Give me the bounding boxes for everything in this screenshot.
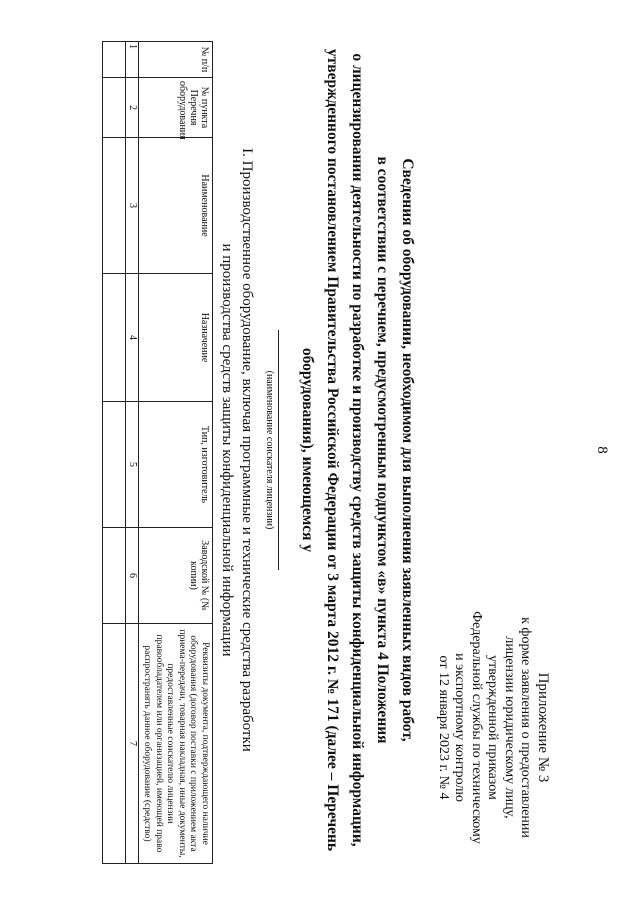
- column-number-cell: 3: [126, 138, 139, 274]
- table-cell: [103, 138, 126, 274]
- column-number-cell: 2: [126, 78, 139, 138]
- section-title: [217, 65, 257, 835]
- column-number-cell: 5: [126, 402, 139, 528]
- appendix-line: к форме заявления о предоставлении: [518, 617, 534, 838]
- landscape-content: [25, 25, 615, 875]
- column-number-cell: 1: [126, 42, 139, 78]
- heading-line: утвержденного постановлением Правительства Российской Федерации от 3 марта 2012 г. № 171 (далее – Перечень: [324, 48, 341, 852]
- heading-line: оборудования), имеющемся у: [299, 347, 316, 553]
- header-cell: № пункта Перечня оборудования: [139, 78, 213, 138]
- table-header-row: [139, 42, 213, 864]
- page-number: 8: [594, 446, 610, 454]
- column-number-cell: 6: [126, 528, 139, 624]
- column-number-row: [126, 42, 139, 864]
- section-title-line: I. Производственное оборудование, включая программные и технические средства разработки: [239, 148, 255, 752]
- table-cell: [103, 78, 126, 138]
- heading-line: о лицензировании деятельности по разработке и производству средств защиты конфиденциальной информации,: [349, 53, 366, 847]
- table-cell: [103, 402, 126, 528]
- heading-line: Сведения об оборудовании, необходимом для выполнения заявленных видов работ,: [399, 158, 416, 742]
- appendix-line: и экспортному контролю: [452, 653, 468, 802]
- header-cell: Назначение: [139, 274, 213, 402]
- equipment-table: [102, 41, 213, 864]
- appendix-line: Федеральной службы по техническому: [469, 611, 484, 844]
- appendix-title: Приложение № 3: [535, 672, 551, 783]
- appendix-line: утвержденной приказом: [485, 655, 501, 800]
- header-cell: Реквизиты документа, подтверждающего наличие оборудования (договор поставки с приложением акта приема-передачи, товарная накладная, иные документы, предоставленные соискателю лицензии правообладателем или организацией, имеющей право распространять данное оборудование (средство): [139, 624, 213, 864]
- appendix-line: от 12 января 2023 г. № 4: [436, 655, 451, 800]
- table-cell: [103, 624, 126, 864]
- header-cell: № п/п: [139, 42, 213, 78]
- document-heading: [295, 45, 420, 855]
- table-cell: [103, 42, 126, 78]
- header-cell: Тип, изготовитель: [139, 402, 213, 528]
- header-cell: Заводской № (№ копии): [139, 528, 213, 624]
- section-title-line: и производства средств защиты конфиденциальной информации: [219, 243, 235, 657]
- appendix-line: лицензии юридическому лицу,: [502, 636, 517, 819]
- column-number-cell: 7: [126, 624, 139, 864]
- appendix-block: [435, 585, 552, 870]
- table-cell: [103, 274, 126, 402]
- applicant-caption: (наименование соискателя лицензии): [264, 370, 275, 530]
- table-cell: [103, 528, 126, 624]
- applicant-name-line: [278, 330, 279, 570]
- column-number-cell: 4: [126, 274, 139, 402]
- header-cell: Наименование: [139, 138, 213, 274]
- heading-line: в соответствии с перечнем, предусмотренным подпунктом «в» пункта 4 Положения: [374, 156, 391, 744]
- table-row: [103, 42, 126, 864]
